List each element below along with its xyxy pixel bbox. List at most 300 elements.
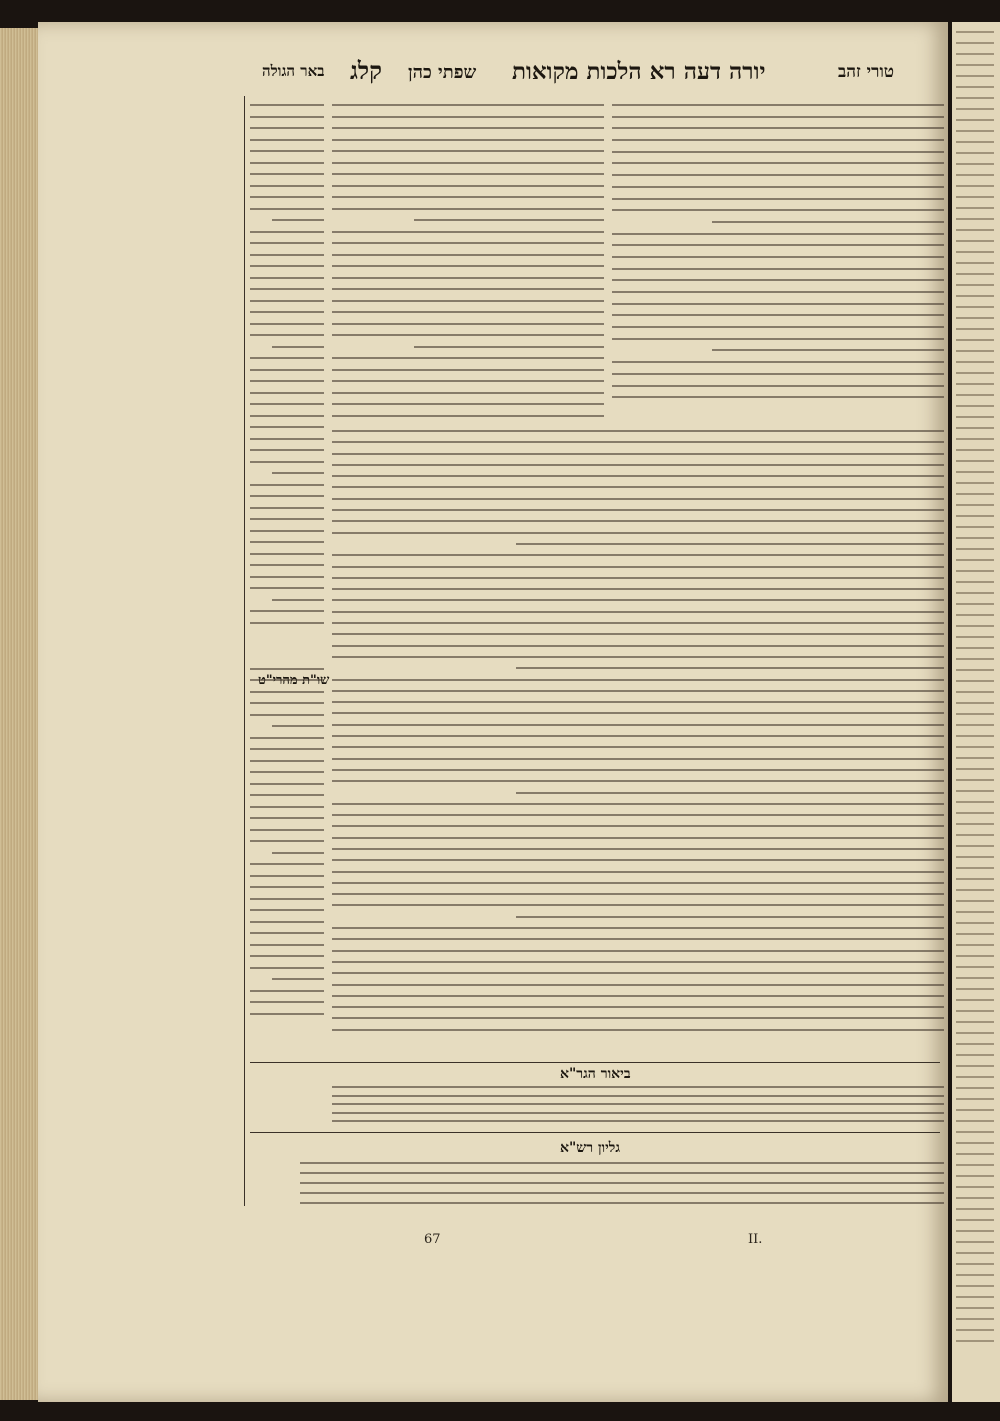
- column-rule-left: [244, 96, 245, 1206]
- facing-text-line: [956, 1054, 994, 1056]
- text-line: [332, 859, 944, 861]
- text-line: [612, 244, 944, 246]
- gilyon-divider: [250, 1132, 940, 1133]
- text-line: [250, 564, 324, 566]
- facing-text-line: [956, 207, 994, 209]
- volume-marker: II.: [748, 1232, 763, 1247]
- header-page-marker: קלג: [350, 56, 382, 85]
- facing-text-line: [956, 97, 994, 99]
- text-line: [250, 817, 324, 819]
- text-line: [612, 162, 944, 164]
- text-line: [250, 863, 324, 865]
- turei-zahav-column: [612, 104, 944, 414]
- text-line: [332, 837, 944, 839]
- text-line: [250, 300, 324, 302]
- biur-divider: [250, 1062, 940, 1063]
- text-line: [300, 1162, 944, 1164]
- text-line: [332, 334, 604, 336]
- text-line: [612, 396, 944, 398]
- facing-text-line: [956, 262, 994, 264]
- facing-text-line: [956, 493, 994, 495]
- facing-text-line: [956, 790, 994, 792]
- text-line: [332, 724, 944, 726]
- text-line: [250, 139, 324, 141]
- text-line: [332, 430, 944, 432]
- text-line: [612, 256, 944, 258]
- facing-text-line: [956, 1241, 994, 1243]
- text-line: [250, 265, 324, 267]
- text-line: [250, 173, 324, 175]
- facing-text-line: [956, 1186, 994, 1188]
- text-line: [250, 495, 324, 497]
- text-line: [250, 691, 324, 693]
- text-line: [332, 780, 944, 782]
- facing-text-line: [956, 592, 994, 594]
- facing-text-line: [956, 273, 994, 275]
- facing-page-edge: [952, 22, 1000, 1402]
- facing-text-line: [956, 1043, 994, 1045]
- gilyon-text: [300, 1162, 944, 1216]
- text-line: [332, 509, 944, 511]
- text-line: [272, 346, 324, 348]
- facing-text-line: [956, 174, 994, 176]
- facing-text-line: [956, 966, 994, 968]
- text-line: [332, 196, 604, 198]
- text-line: [250, 760, 324, 762]
- facing-text-line: [956, 1318, 994, 1320]
- text-line: [332, 1086, 944, 1088]
- facing-text-line: [956, 647, 994, 649]
- text-line: [250, 334, 324, 336]
- facing-text-line: [956, 735, 994, 737]
- text-line: [332, 475, 944, 477]
- text-line: [332, 1112, 944, 1114]
- text-line: [332, 633, 944, 635]
- facing-text-line: [956, 526, 994, 528]
- text-line: [612, 104, 944, 106]
- text-line: [250, 438, 324, 440]
- text-line: [414, 219, 604, 221]
- facing-text-line: [956, 229, 994, 231]
- text-line: [612, 186, 944, 188]
- facing-text-line: [956, 1197, 994, 1199]
- text-line: [612, 314, 944, 316]
- facing-text-line: [956, 1307, 994, 1309]
- facing-text-line: [956, 31, 994, 33]
- facing-text-line: [956, 702, 994, 704]
- text-line: [332, 150, 604, 152]
- facing-text-line: [956, 295, 994, 297]
- facing-text-line: [956, 669, 994, 671]
- text-line: [332, 453, 944, 455]
- text-line: [250, 794, 324, 796]
- text-line: [332, 938, 944, 940]
- text-line: [516, 916, 944, 918]
- text-line: [332, 622, 944, 624]
- text-line: [332, 701, 944, 703]
- facing-text-line: [956, 218, 994, 220]
- facing-text-line: [956, 361, 994, 363]
- text-line: [250, 242, 324, 244]
- facing-text-line: [956, 977, 994, 979]
- text-line: [250, 162, 324, 164]
- facing-text-line: [956, 922, 994, 924]
- gilyon-heading: גליון רש"א: [560, 1140, 620, 1156]
- facing-text-line: [956, 306, 994, 308]
- text-line: [332, 927, 944, 929]
- text-line: [612, 303, 944, 305]
- text-line: [516, 543, 944, 545]
- facing-text-line: [956, 1065, 994, 1067]
- text-line: [332, 311, 604, 313]
- text-line: [332, 464, 944, 466]
- text-line: [332, 814, 944, 816]
- text-line: [250, 231, 324, 233]
- text-line: [612, 268, 944, 270]
- facing-text-line: [956, 614, 994, 616]
- text-line: [332, 254, 604, 256]
- text-line: [516, 667, 944, 669]
- text-line: [612, 116, 944, 118]
- facing-text-line: [956, 911, 994, 913]
- facing-text-line: [956, 427, 994, 429]
- text-line: [612, 326, 944, 328]
- text-line: [300, 1192, 944, 1194]
- facing-text-line: [956, 1274, 994, 1276]
- text-line: [250, 415, 324, 417]
- facing-text-line: [956, 449, 994, 451]
- text-line: [332, 104, 604, 106]
- text-line: [332, 185, 604, 187]
- text-line: [332, 882, 944, 884]
- text-line: [332, 532, 944, 534]
- facing-text-line: [956, 1208, 994, 1210]
- text-line: [250, 518, 324, 520]
- facing-text-line: [956, 1329, 994, 1331]
- siftei-cohen-column: [332, 104, 604, 430]
- facing-text-line: [956, 240, 994, 242]
- text-line: [250, 461, 324, 463]
- facing-text-line: [956, 713, 994, 715]
- text-line: [250, 783, 324, 785]
- text-line: [612, 174, 944, 176]
- facing-text-line: [956, 779, 994, 781]
- text-line: [250, 886, 324, 888]
- facing-text-line: [956, 163, 994, 165]
- text-line: [332, 950, 944, 952]
- facing-text-line: [956, 691, 994, 693]
- text-line: [250, 323, 324, 325]
- text-line: [250, 185, 324, 187]
- text-line: [332, 380, 604, 382]
- text-line: [332, 825, 944, 827]
- facing-text-line: [956, 1087, 994, 1089]
- facing-text-line: [956, 867, 994, 869]
- text-line: [332, 486, 944, 488]
- text-line: [332, 554, 944, 556]
- facing-text-line: [956, 603, 994, 605]
- facing-text-line: [956, 185, 994, 187]
- facing-text-line: [956, 768, 994, 770]
- text-line: [712, 221, 944, 223]
- text-line: [332, 904, 944, 906]
- facing-text-line: [956, 75, 994, 77]
- facing-text-line: [956, 1263, 994, 1265]
- text-line: [250, 288, 324, 290]
- text-line: [414, 346, 604, 348]
- facing-text-line: [956, 955, 994, 957]
- facing-text-line: [956, 944, 994, 946]
- facing-text-line: [956, 878, 994, 880]
- text-line: [250, 392, 324, 394]
- facing-text-line: [956, 636, 994, 638]
- facing-text-line: [956, 86, 994, 88]
- text-line: [250, 254, 324, 256]
- text-line: [612, 209, 944, 211]
- facing-text-line: [956, 933, 994, 935]
- text-line: [250, 921, 324, 923]
- facing-text-line: [956, 251, 994, 253]
- facing-text-line: [956, 1296, 994, 1298]
- text-line: [612, 291, 944, 293]
- facing-text-line: [956, 559, 994, 561]
- text-line: [250, 403, 324, 405]
- text-line: [332, 242, 604, 244]
- text-line: [250, 829, 324, 831]
- text-line: [250, 610, 324, 612]
- facing-text-line: [956, 1142, 994, 1144]
- text-line: [250, 990, 324, 992]
- facing-text-line: [956, 625, 994, 627]
- facing-text-line: [956, 405, 994, 407]
- text-line: [332, 679, 944, 681]
- text-line: [250, 737, 324, 739]
- facing-text-line: [956, 1098, 994, 1100]
- facing-text-line: [956, 889, 994, 891]
- text-line: [250, 507, 324, 509]
- text-line: [250, 932, 324, 934]
- text-line: [332, 231, 604, 233]
- text-line: [250, 898, 324, 900]
- text-line: [332, 769, 944, 771]
- facing-text-line: [956, 460, 994, 462]
- facing-text-line: [956, 339, 994, 341]
- text-line: [332, 1120, 944, 1122]
- facing-text-line: [956, 801, 994, 803]
- text-line: [332, 984, 944, 986]
- text-line: [332, 961, 944, 963]
- facing-text-line: [956, 53, 994, 55]
- facing-text-line: [956, 746, 994, 748]
- text-line: [516, 792, 944, 794]
- facing-text-line: [956, 1164, 994, 1166]
- text-line: [332, 848, 944, 850]
- text-line: [250, 357, 324, 359]
- facing-text-line: [956, 845, 994, 847]
- text-line: [250, 668, 324, 670]
- text-line: [332, 265, 604, 267]
- text-line: [332, 208, 604, 210]
- header-main-title: יורה דעה רא הלכות מקואות: [512, 58, 766, 85]
- facing-text-line: [956, 1340, 994, 1342]
- facing-text-line: [956, 317, 994, 319]
- facing-text-line: [956, 812, 994, 814]
- text-line: [250, 116, 324, 118]
- facing-text-line: [956, 482, 994, 484]
- facing-text-line: [956, 757, 994, 759]
- text-line: [250, 530, 324, 532]
- text-line: [332, 645, 944, 647]
- text-line: [332, 498, 944, 500]
- text-line: [332, 277, 604, 279]
- facing-text-line: [956, 108, 994, 110]
- text-line: [332, 173, 604, 175]
- facing-text-line: [956, 1153, 994, 1155]
- facing-text-line: [956, 581, 994, 583]
- text-line: [332, 611, 944, 613]
- text-line: [332, 1095, 944, 1097]
- text-line: [272, 725, 324, 727]
- text-line: [250, 380, 324, 382]
- facing-text-line: [956, 823, 994, 825]
- text-line: [332, 162, 604, 164]
- facing-text-line: [956, 130, 994, 132]
- text-line: [612, 361, 944, 363]
- text-line: [250, 909, 324, 911]
- text-line: [250, 806, 324, 808]
- facing-text-line: [956, 1285, 994, 1287]
- facing-text-line: [956, 416, 994, 418]
- text-line: [612, 279, 944, 281]
- text-line: [250, 369, 324, 371]
- text-line: [332, 746, 944, 748]
- text-line: [332, 357, 604, 359]
- text-line: [332, 300, 604, 302]
- facing-text-line: [956, 372, 994, 374]
- text-line: [250, 840, 324, 842]
- text-line: [332, 758, 944, 760]
- text-line: [332, 415, 604, 417]
- facing-text-line: [956, 438, 994, 440]
- text-line: [272, 852, 324, 854]
- text-line: [250, 196, 324, 198]
- text-line: [250, 277, 324, 279]
- text-line: [332, 116, 604, 118]
- facing-text-line: [956, 383, 994, 385]
- text-line: [250, 967, 324, 969]
- main-text-block: [332, 430, 944, 1050]
- text-line: [332, 735, 944, 737]
- facing-text-line: [956, 1131, 994, 1133]
- text-line: [250, 587, 324, 589]
- text-line: [332, 995, 944, 997]
- text-line: [332, 871, 944, 873]
- facing-text-line: [956, 1076, 994, 1078]
- text-line: [300, 1182, 944, 1184]
- facing-text-line: [956, 152, 994, 154]
- text-line: [332, 1103, 944, 1105]
- text-line: [272, 599, 324, 601]
- facing-text-line: [956, 537, 994, 539]
- text-line: [250, 702, 324, 704]
- text-line: [332, 803, 944, 805]
- facing-text-line: [956, 42, 994, 44]
- facing-text-line: [956, 196, 994, 198]
- text-line: [250, 1001, 324, 1003]
- text-line: [250, 944, 324, 946]
- text-line: [250, 576, 324, 578]
- facing-text-line: [956, 1175, 994, 1177]
- text-line: [250, 104, 324, 106]
- text-line: [250, 1013, 324, 1015]
- biur-gra-text: [332, 1086, 944, 1130]
- facing-text-line: [956, 1032, 994, 1034]
- biur-gra-heading: ביאור הגר"א: [560, 1066, 631, 1082]
- text-line: [250, 150, 324, 152]
- facing-text-line: [956, 284, 994, 286]
- text-line: [250, 127, 324, 129]
- facing-text-line: [956, 570, 994, 572]
- text-line: [332, 893, 944, 895]
- text-line: [250, 208, 324, 210]
- header-left-column-title: באר הגולה: [262, 62, 325, 80]
- facing-text-line: [956, 900, 994, 902]
- text-line: [612, 198, 944, 200]
- facing-text-line: [956, 1109, 994, 1111]
- text-line: [332, 441, 944, 443]
- text-line: [332, 588, 944, 590]
- text-line: [250, 449, 324, 451]
- text-line: [332, 1017, 944, 1019]
- facing-text-line: [956, 988, 994, 990]
- text-line: [250, 714, 324, 716]
- text-line: [332, 520, 944, 522]
- page-number: 67: [424, 1232, 441, 1247]
- text-line: [332, 690, 944, 692]
- text-line: [332, 403, 604, 405]
- text-line: [332, 1029, 944, 1031]
- facing-text-line: [956, 471, 994, 473]
- text-line: [250, 955, 324, 957]
- text-line: [712, 349, 944, 351]
- text-line: [272, 219, 324, 221]
- text-line: [612, 127, 944, 129]
- text-line: [332, 288, 604, 290]
- facing-text-line: [956, 1010, 994, 1012]
- facing-text-line: [956, 834, 994, 836]
- facing-text-line: [956, 999, 994, 1001]
- text-line: [332, 392, 604, 394]
- facing-text-line: [956, 724, 994, 726]
- facing-text-line: [956, 515, 994, 517]
- facing-text-line: [956, 1021, 994, 1023]
- text-line: [272, 472, 324, 474]
- text-line: [612, 139, 944, 141]
- facing-text-line: [956, 119, 994, 121]
- facing-text-line: [956, 141, 994, 143]
- text-line: [272, 978, 324, 980]
- text-line: [250, 426, 324, 428]
- text-line: [250, 875, 324, 877]
- text-line: [612, 338, 944, 340]
- facing-text-line: [956, 504, 994, 506]
- text-line: [250, 311, 324, 313]
- facing-text-line: [956, 64, 994, 66]
- text-line: [332, 599, 944, 601]
- text-line: [332, 566, 944, 568]
- text-line: [332, 139, 604, 141]
- text-line: [300, 1172, 944, 1174]
